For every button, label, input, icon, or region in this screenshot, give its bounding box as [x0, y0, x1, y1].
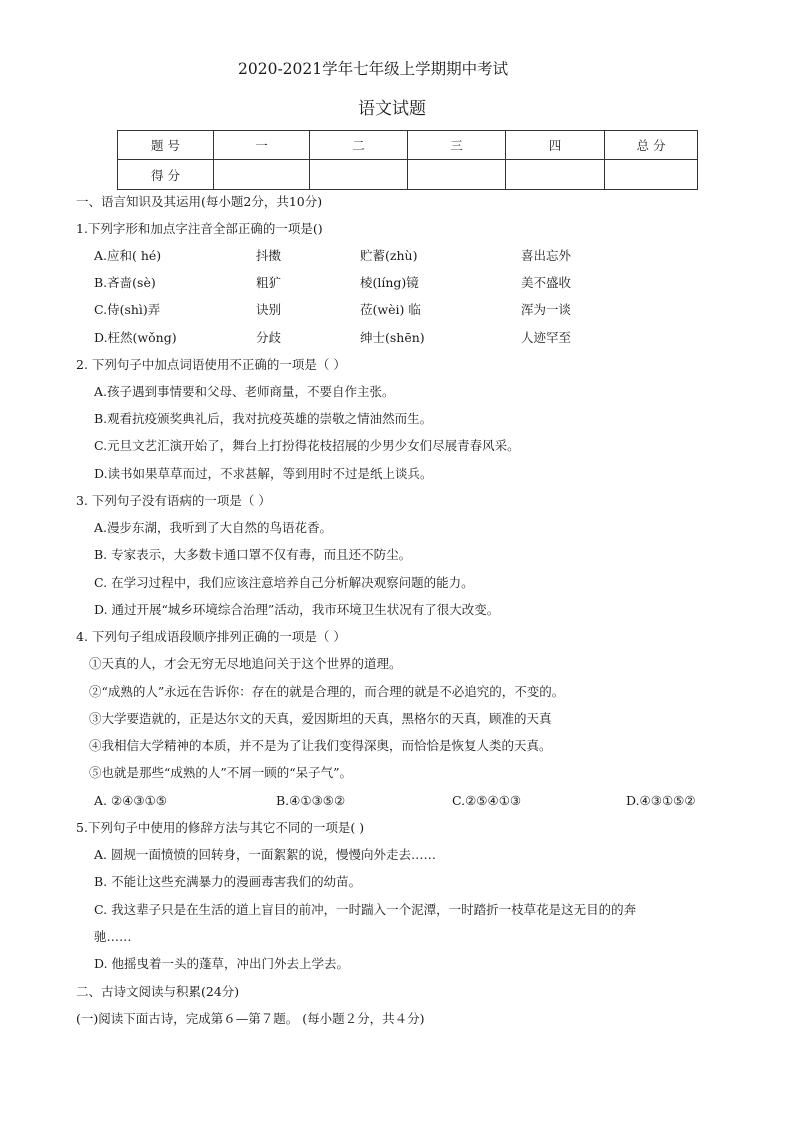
q4-sentence-3: ③大学要造就的，正是达尔文的天真，爱因斯坦的天真，黑格尔的天真，顾准的天真 — [89, 711, 552, 726]
q5-option-a: A. 圆规一面愤愤的回转身，一面絮絮的说，慢慢向外走去…… — [94, 847, 436, 862]
score-cell — [310, 160, 408, 190]
q1-option-a-4: 喜出忘外 — [521, 248, 572, 263]
q2-option-b: B.观看抗疫颁奖典礼后，我对抗疫英雄的崇敬之情油然而生。 — [94, 411, 433, 426]
q4-option-d: D.④③①⑤② — [626, 793, 696, 808]
q1-option-d-3: 绅士(shēn) — [360, 330, 425, 345]
q5-stem: 5.下列句子中使用的修辞方法与其它不同的一项是( ) — [76, 820, 365, 835]
q1-option-c-3: 莅(wèi) 临 — [360, 302, 421, 317]
score-cell — [506, 160, 605, 190]
section1-heading: 一、语言知识及其运用(每小题2分，共10分) — [76, 194, 323, 209]
q2-option-d: D.读书如果草草而过，不求甚解，等到用时不过是纸上谈兵。 — [94, 466, 433, 481]
table-header-cell: 一 — [214, 131, 310, 160]
q1-option-d-2: 分歧 — [256, 330, 282, 345]
q1-option-d-4: 人迹罕至 — [521, 330, 572, 345]
q1-option-a-3: 贮蓄(zhù) — [360, 248, 418, 263]
table-header-cell: 题 号 — [118, 131, 214, 160]
q4-option-b: B.④①③⑤② — [276, 793, 346, 808]
q2-option-a: A.孩子遇到事情要和父母、老师商量，不要自作主张。 — [94, 384, 395, 399]
q3-option-b: B. 专家表示，大多数卡通口罩不仅有毒，而且还不防尘。 — [94, 547, 412, 562]
section2-sub: (一)阅读下面古诗，完成第６—第７题。 (每小题２分，共４分) — [76, 1011, 425, 1026]
table-header-cell: 三 — [408, 131, 506, 160]
q4-sentence-5: ⑤也就是那些“成熟的人”不屑一顾的“呆子气”。 — [89, 765, 353, 780]
table-header-cell: 二 — [310, 131, 408, 160]
q3-option-d: D. 通过开展“城乡环境综合治理”活动，我市环境卫生状况有了很大改变。 — [94, 602, 500, 617]
q2-stem: 2. 下列句子中加点词语使用不正确的一项是（ ） — [76, 357, 346, 372]
q5-option-d: D. 他摇曳着一头的蓬草，冲出门外去上学去。 — [94, 956, 350, 971]
exam-subtitle: 语文试题 — [358, 99, 426, 119]
q1-option-b-2: 粗犷 — [256, 275, 282, 290]
score-cell — [605, 160, 698, 190]
score-table-header-row — [118, 131, 698, 160]
score-table-score-row — [118, 160, 698, 190]
q1-option-c-2: 诀别 — [256, 302, 282, 317]
q5-option-c-cont: 驰…… — [94, 929, 132, 944]
q4-sentence-4: ④我相信大学精神的本质，并不是为了让我们变得深奥，而恰恰是恢复人类的天真。 — [89, 738, 552, 753]
q3-stem: 3. 下列句子没有语病的一项是（ ） — [76, 493, 271, 508]
score-cell — [214, 160, 310, 190]
score-table — [117, 130, 698, 190]
q2-option-c: C.元旦文艺汇演开始了，舞台上打扮得花枝招展的少男少女们尽展青春风采。 — [94, 438, 520, 453]
q5-option-b: B. 不能让这些充满暴力的漫画毒害我们的幼苗。 — [94, 874, 362, 889]
q3-option-a: A.漫步东湖，我听到了大自然的鸟语花香。 — [94, 520, 333, 535]
q5-option-c: C. 我这辈子只是在生活的道上盲目的前冲，一时踹入一个泥潭，一时踏折一枝草花是这无目的的奔 — [94, 902, 637, 917]
q1-option-b-1: B.吝啬(sè) — [94, 275, 156, 290]
score-row-label: 得 分 — [118, 160, 214, 190]
q1-option-d-1: D.枉然(wǒng) — [94, 330, 177, 345]
score-cell — [408, 160, 506, 190]
q4-stem: 4. 下列句子组成语段顺序排列正确的一项是（ ） — [76, 629, 346, 644]
q1-option-c-4: 浑为一谈 — [521, 302, 572, 317]
table-header-cell: 总 分 — [605, 131, 698, 160]
q4-sentence-1: ①天真的人，才会无穷无尽地追问关于这个世界的道理。 — [89, 656, 402, 671]
q1-option-a-1: A.应和( hé) — [94, 248, 162, 263]
q1-option-a-2: 抖擞 — [256, 248, 282, 263]
q1-option-b-3: 棱(líng)镜 — [360, 275, 419, 290]
table-header-cell: 四 — [506, 131, 605, 160]
q3-option-c: C. 在学习过程中，我们应该注意培养自己分析解决观察问题的能力。 — [94, 575, 474, 590]
section2-heading: 二、古诗文阅读与积累(24分) — [76, 984, 240, 999]
q4-option-c: C.②⑤④①③ — [452, 793, 522, 808]
q4-sentence-2: ②“成熟的人”永远在告诉你：存在的就是合理的，而合理的就是不必追究的，不变的。 — [89, 684, 565, 699]
q4-option-a: A. ②④③①⑤ — [94, 793, 168, 808]
exam-title: 2020-2021学年七年级上学期期中考试 — [238, 60, 509, 78]
q1-option-c-1: C.侍(shì)弄 — [94, 302, 161, 317]
q1-option-b-4: 美不盛收 — [521, 275, 572, 290]
q1-stem: 1.下列字形和加点字注音全部正确的一项是() — [76, 221, 323, 236]
